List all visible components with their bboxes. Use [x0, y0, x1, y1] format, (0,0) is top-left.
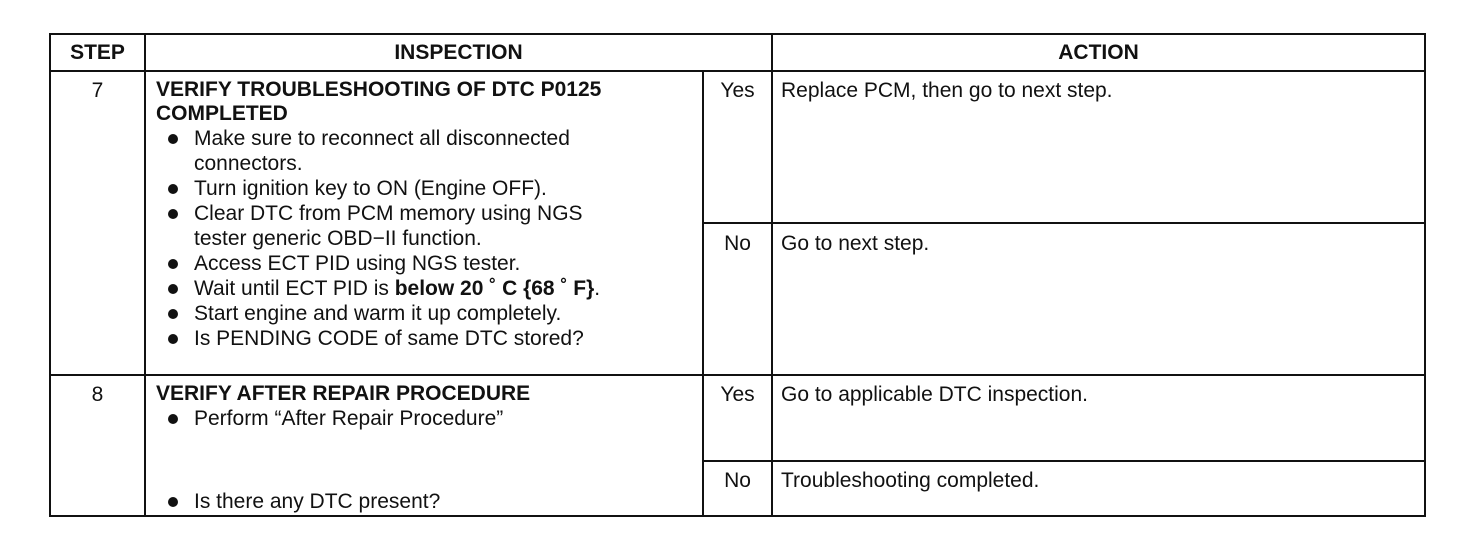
divider-yesno: [702, 72, 704, 515]
divider-step: [144, 35, 146, 515]
header-step: STEP: [70, 41, 125, 64]
inspection-cell-8-question: [156, 489, 440, 514]
row7-yes-no-divider: [702, 222, 1424, 224]
no-action-8: Troubleshooting completed.: [781, 469, 1040, 492]
header-inspection: INSPECTION: [394, 41, 523, 64]
yes-label-8: Yes: [720, 383, 755, 406]
header-action: ACTION: [1058, 41, 1139, 64]
no-label-7: No: [724, 232, 751, 255]
divider-action: [771, 35, 773, 515]
bullet-bold-text: below 20 ˚ C {68 ˚ F}: [394, 277, 595, 300]
inspection-title-8: [156, 382, 530, 406]
title-line: VERIFY TROUBLESHOOTING OF DTC P0125: [156, 78, 602, 101]
title-line: VERIFY AFTER REPAIR PROCEDURE: [156, 382, 531, 405]
title-line: COMPLETED: [156, 102, 288, 125]
bullet-text: tester generic OBD−II function.: [194, 227, 482, 250]
yes-action-8: Go to applicable DTC inspection.: [781, 383, 1088, 406]
row-divider: [51, 374, 1424, 376]
bullet-item: [156, 176, 601, 201]
step-number-7: 7: [91, 79, 104, 102]
bullet-text: Perform “After Repair Procedure”: [194, 407, 504, 430]
inspection-cell-7: [156, 78, 601, 351]
header-underline: [51, 70, 1424, 72]
bullet-item: [156, 406, 530, 431]
bullet-text: Make sure to reconnect all disconnected: [194, 127, 570, 150]
bullet-text: Start engine and warm it up completely.: [194, 302, 562, 325]
bullet-text: connectors.: [194, 152, 303, 175]
bullet-text: Wait until ECT PID is: [194, 277, 395, 300]
yes-label-7: Yes: [720, 79, 755, 102]
inspection-bullets-8a: [156, 406, 530, 431]
bullet-text: Is PENDING CODE of same DTC stored?: [194, 327, 584, 350]
bullet-item: [156, 276, 601, 301]
yes-action-7: Replace PCM, then go to next step.: [781, 79, 1113, 102]
bullet-item: [156, 301, 601, 326]
inspection-cell-8: [156, 382, 530, 431]
inspection-bullets-7: [156, 126, 601, 351]
bullet-text: .: [594, 277, 601, 300]
bullet-item: [156, 489, 440, 514]
bullet-item: [156, 201, 601, 251]
bullet-text: Access ECT PID using NGS tester.: [194, 252, 521, 275]
no-action-7: Go to next step.: [781, 232, 930, 255]
diagnostic-table: [49, 33, 1426, 517]
bullet-text: Is there any DTC present?: [194, 490, 441, 513]
bullet-text: Turn ignition key to ON (Engine OFF).: [194, 177, 547, 200]
no-label-8: No: [724, 469, 751, 492]
inspection-bullets-8b: [156, 489, 440, 514]
bullet-text: Clear DTC from PCM memory using NGS: [194, 202, 583, 225]
row8-yes-no-divider: [702, 460, 1424, 462]
bullet-item: [156, 126, 601, 176]
bullet-item: [156, 251, 601, 276]
step-number-8: 8: [91, 383, 104, 406]
inspection-title-7: [156, 78, 601, 126]
bullet-item: [156, 326, 601, 351]
